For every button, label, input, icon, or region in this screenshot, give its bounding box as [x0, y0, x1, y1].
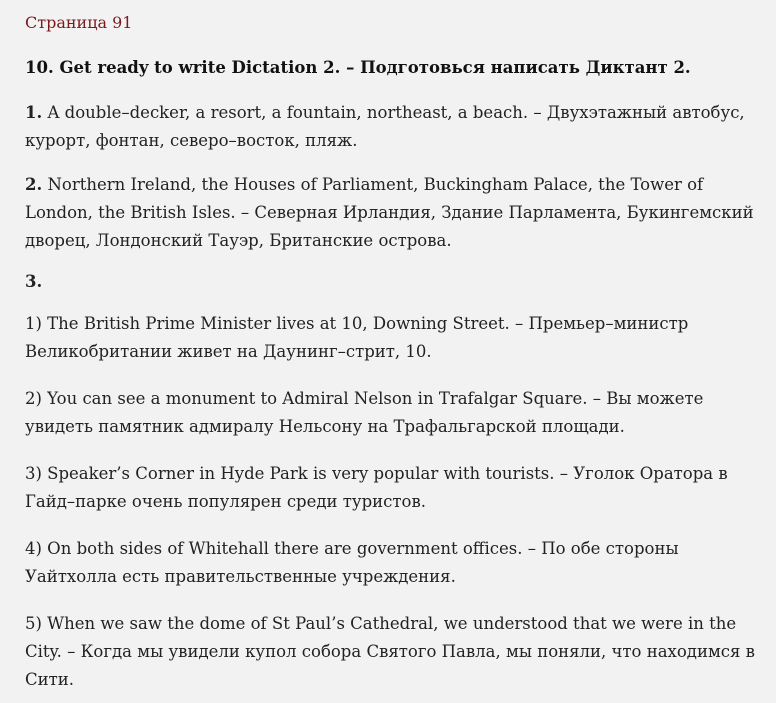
section-2-number: 2.: [25, 175, 43, 194]
task-title: 10. Get ready to write Dictation 2. – Подготовься написать Диктант 2.: [25, 58, 691, 77]
sentence-item: 4) On both sides of Whitehall there are government offices. – По обе стороны Уайтхолла есть правительственные учреждения.: [25, 539, 679, 586]
section-1-paragraph: [25, 99, 756, 155]
page-number-label: Страница 91: [25, 13, 133, 32]
sentence-item: 2) You can see a monument to Admiral Nelson in Trafalgar Square. – Вы можете увидеть памятник адмиралу Нельсону на Трафальгарской площади.: [25, 389, 704, 436]
section-3-sentence-list: [25, 310, 756, 694]
sentence-item: 5) When we saw the dome of St Paul’s Cathedral, we understood that we were in the City. – Когда мы увидели купол собора Святого Павла, мы поняли, что находимся в Сити.: [25, 614, 755, 689]
sentence-item: 1) The British Prime Minister lives at 10, Downing Street. – Премьер–министр Великобритании живет на Даунинг–стрит, 10.: [25, 314, 689, 361]
section-1-number: 1.: [25, 103, 43, 122]
section-3-number: 3.: [25, 272, 43, 291]
section-2-paragraph: [25, 171, 756, 255]
section-1-text: A double–decker, a resort, a fountain, northeast, a beach. – Двухэтажный автобус, курорт, фонтан, северо–восток, пляж.: [25, 103, 745, 150]
sentence-item: 3) Speaker’s Corner in Hyde Park is very popular with tourists. – Уголок Оратора в Гайд–парке очень популярен среди туристов.: [25, 464, 728, 511]
section-2-text: Northern Ireland, the Houses of Parliament, Buckingham Palace, the Tower of London, the British Isles. – Северная Ирландия, Здание Парламента, Букингемский дворец, Лондонский Тауэр, Британские острова.: [25, 175, 754, 250]
